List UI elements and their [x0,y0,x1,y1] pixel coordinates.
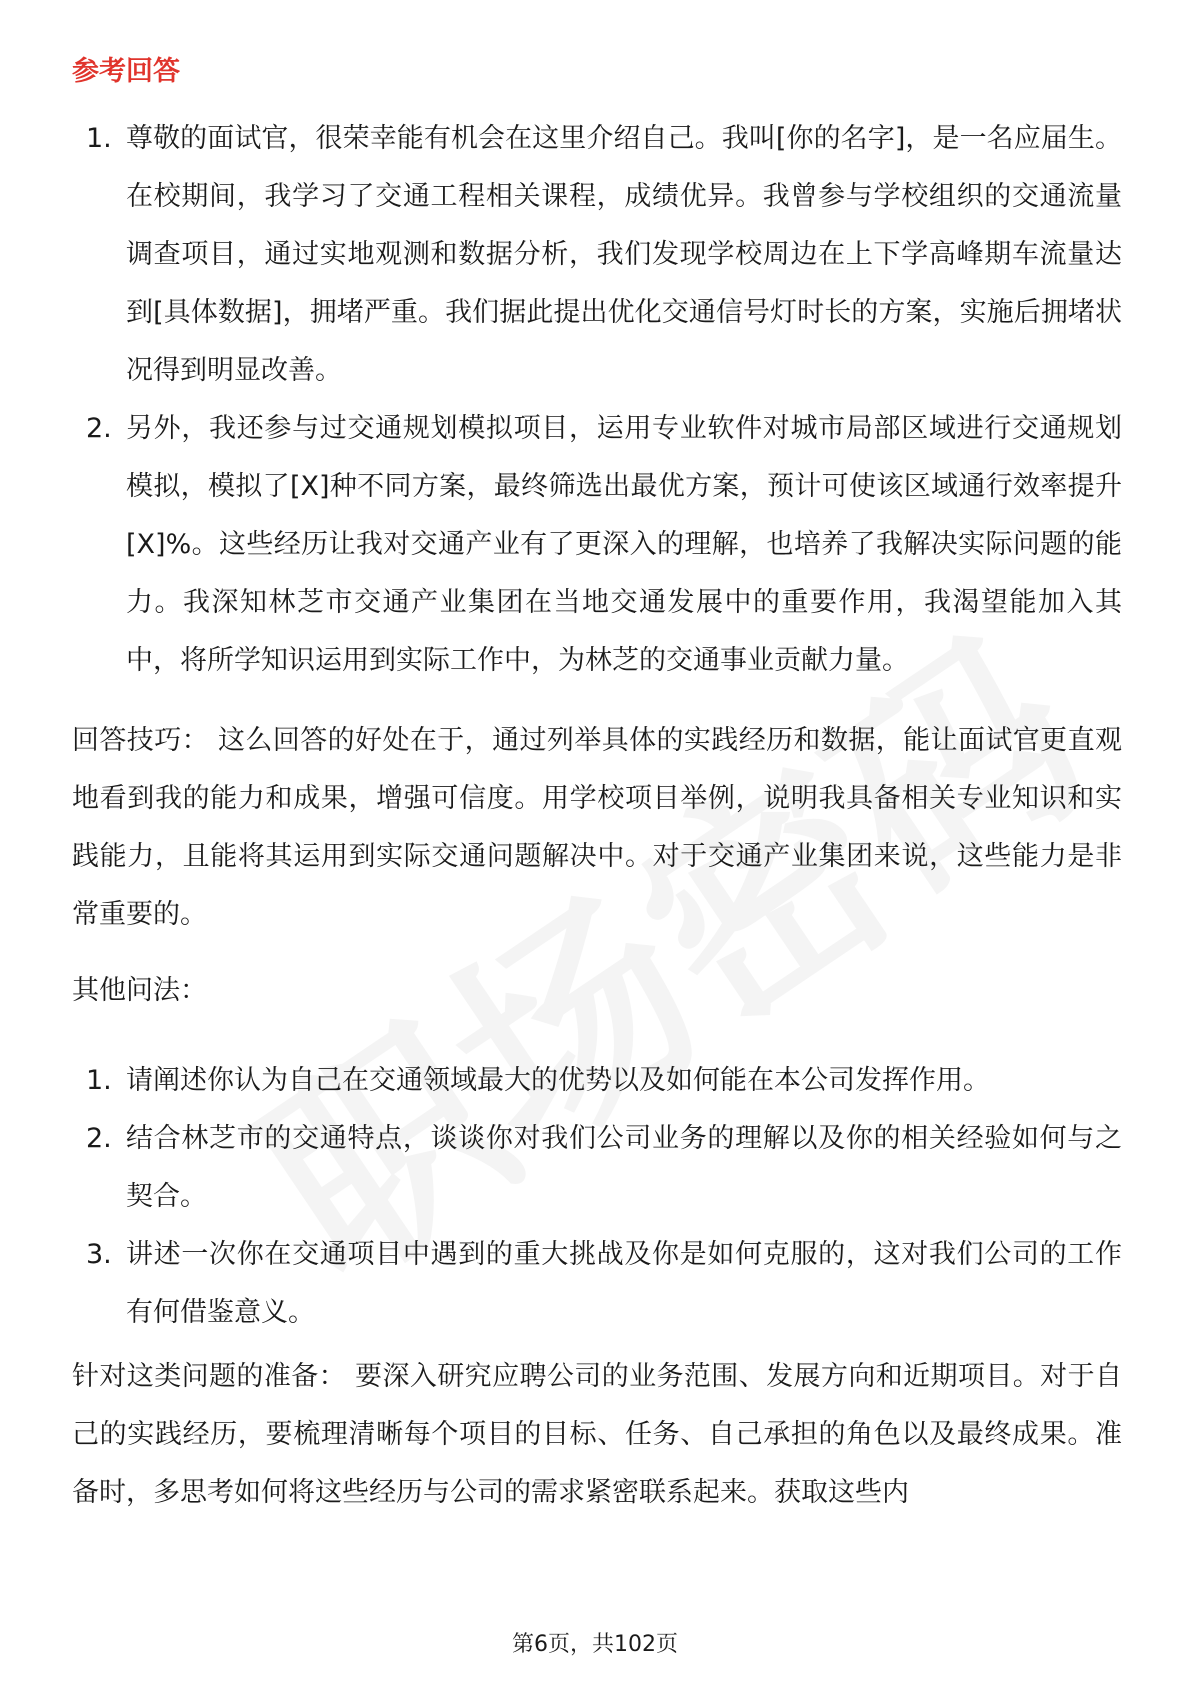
preparation-paragraph: 针对这类问题的准备： 要深入研究应聘公司的业务范围、发展方向和近期项目。对于自己的实践经历，要梳理清晰每个项目的目标、任务、自己承担的角色以及最终成果。准备时，多思考如何将这些经历与公司的需求紧密联系起来。获取这些内 [72,1361,1122,1508]
list-number: 1. [86,1065,112,1096]
list-item [0,1226,1122,1342]
page-number: 第6页，共102页 [512,1632,678,1657]
tips-paragraph: 回答技巧： 这么回答的好处在于，通过列举具体的实践经历和数据，能让面试官更直观地看到我的能力和成果，增强可信度。用学校项目举例，说明我具备相关专业知识和实践能力，且能将其运用到实际交通问题解决中。对于交通产业集团来说，这些能力是非常重要的。 [72,725,1122,930]
list-text: 另外，我还参与过交通规划模拟项目，运用专业软件对城市局部区域进行交通规划模拟，模拟了[X]种不同方案，最终筛选出最优方案，预计可使该区域通行效率提升[X]%。这些经历让我对交通产业有了更深入的理解，也培养了我解决实际问题的能力。我深知林芝市交通产业集团在当地交通发展中的重要作用，我渴望能加入其中，将所学知识运用到实际工作中，为林芝的交通事业贡献力量。 [126,413,1122,676]
answer-list [0,110,1122,690]
list-text: 请阐述你认为自己在交通领域最大的优势以及如何能在本公司发挥作用。 [126,1065,990,1096]
list-item [0,110,1122,400]
list-item [0,1052,1122,1110]
list-number: 1. [86,123,112,154]
section-heading: 参考回答 [72,56,180,87]
list-text: 讲述一次你在交通项目中遇到的重大挑战及你是如何克服的，这对我们公司的工作有何借鉴意义。 [126,1239,1122,1328]
other-questions-label: 其他问法： [72,975,207,1006]
list-number: 2. [86,413,112,444]
list-number: 3. [86,1239,112,1270]
list-item [0,400,1122,690]
other-questions-list [0,1052,1122,1342]
list-text: 结合林芝市的交通特点，谈谈你对我们公司业务的理解以及你的相关经验如何与之契合。 [126,1123,1122,1212]
list-item [0,1110,1122,1226]
list-number: 2. [86,1123,112,1154]
list-text: 尊敬的面试官，很荣幸能有机会在这里介绍自己。我叫[你的名字]，是一名应届生。在校期间，我学习了交通工程相关课程，成绩优异。我曾参与学校组织的交通流量调查项目，通过实地观测和数据分析，我们发现学校周边在上下学高峰期车流量达到[具体数据]，拥堵严重。我们据此提出优化交通信号灯时长的方案，实施后拥堵状况得到明显改善。 [126,123,1122,386]
